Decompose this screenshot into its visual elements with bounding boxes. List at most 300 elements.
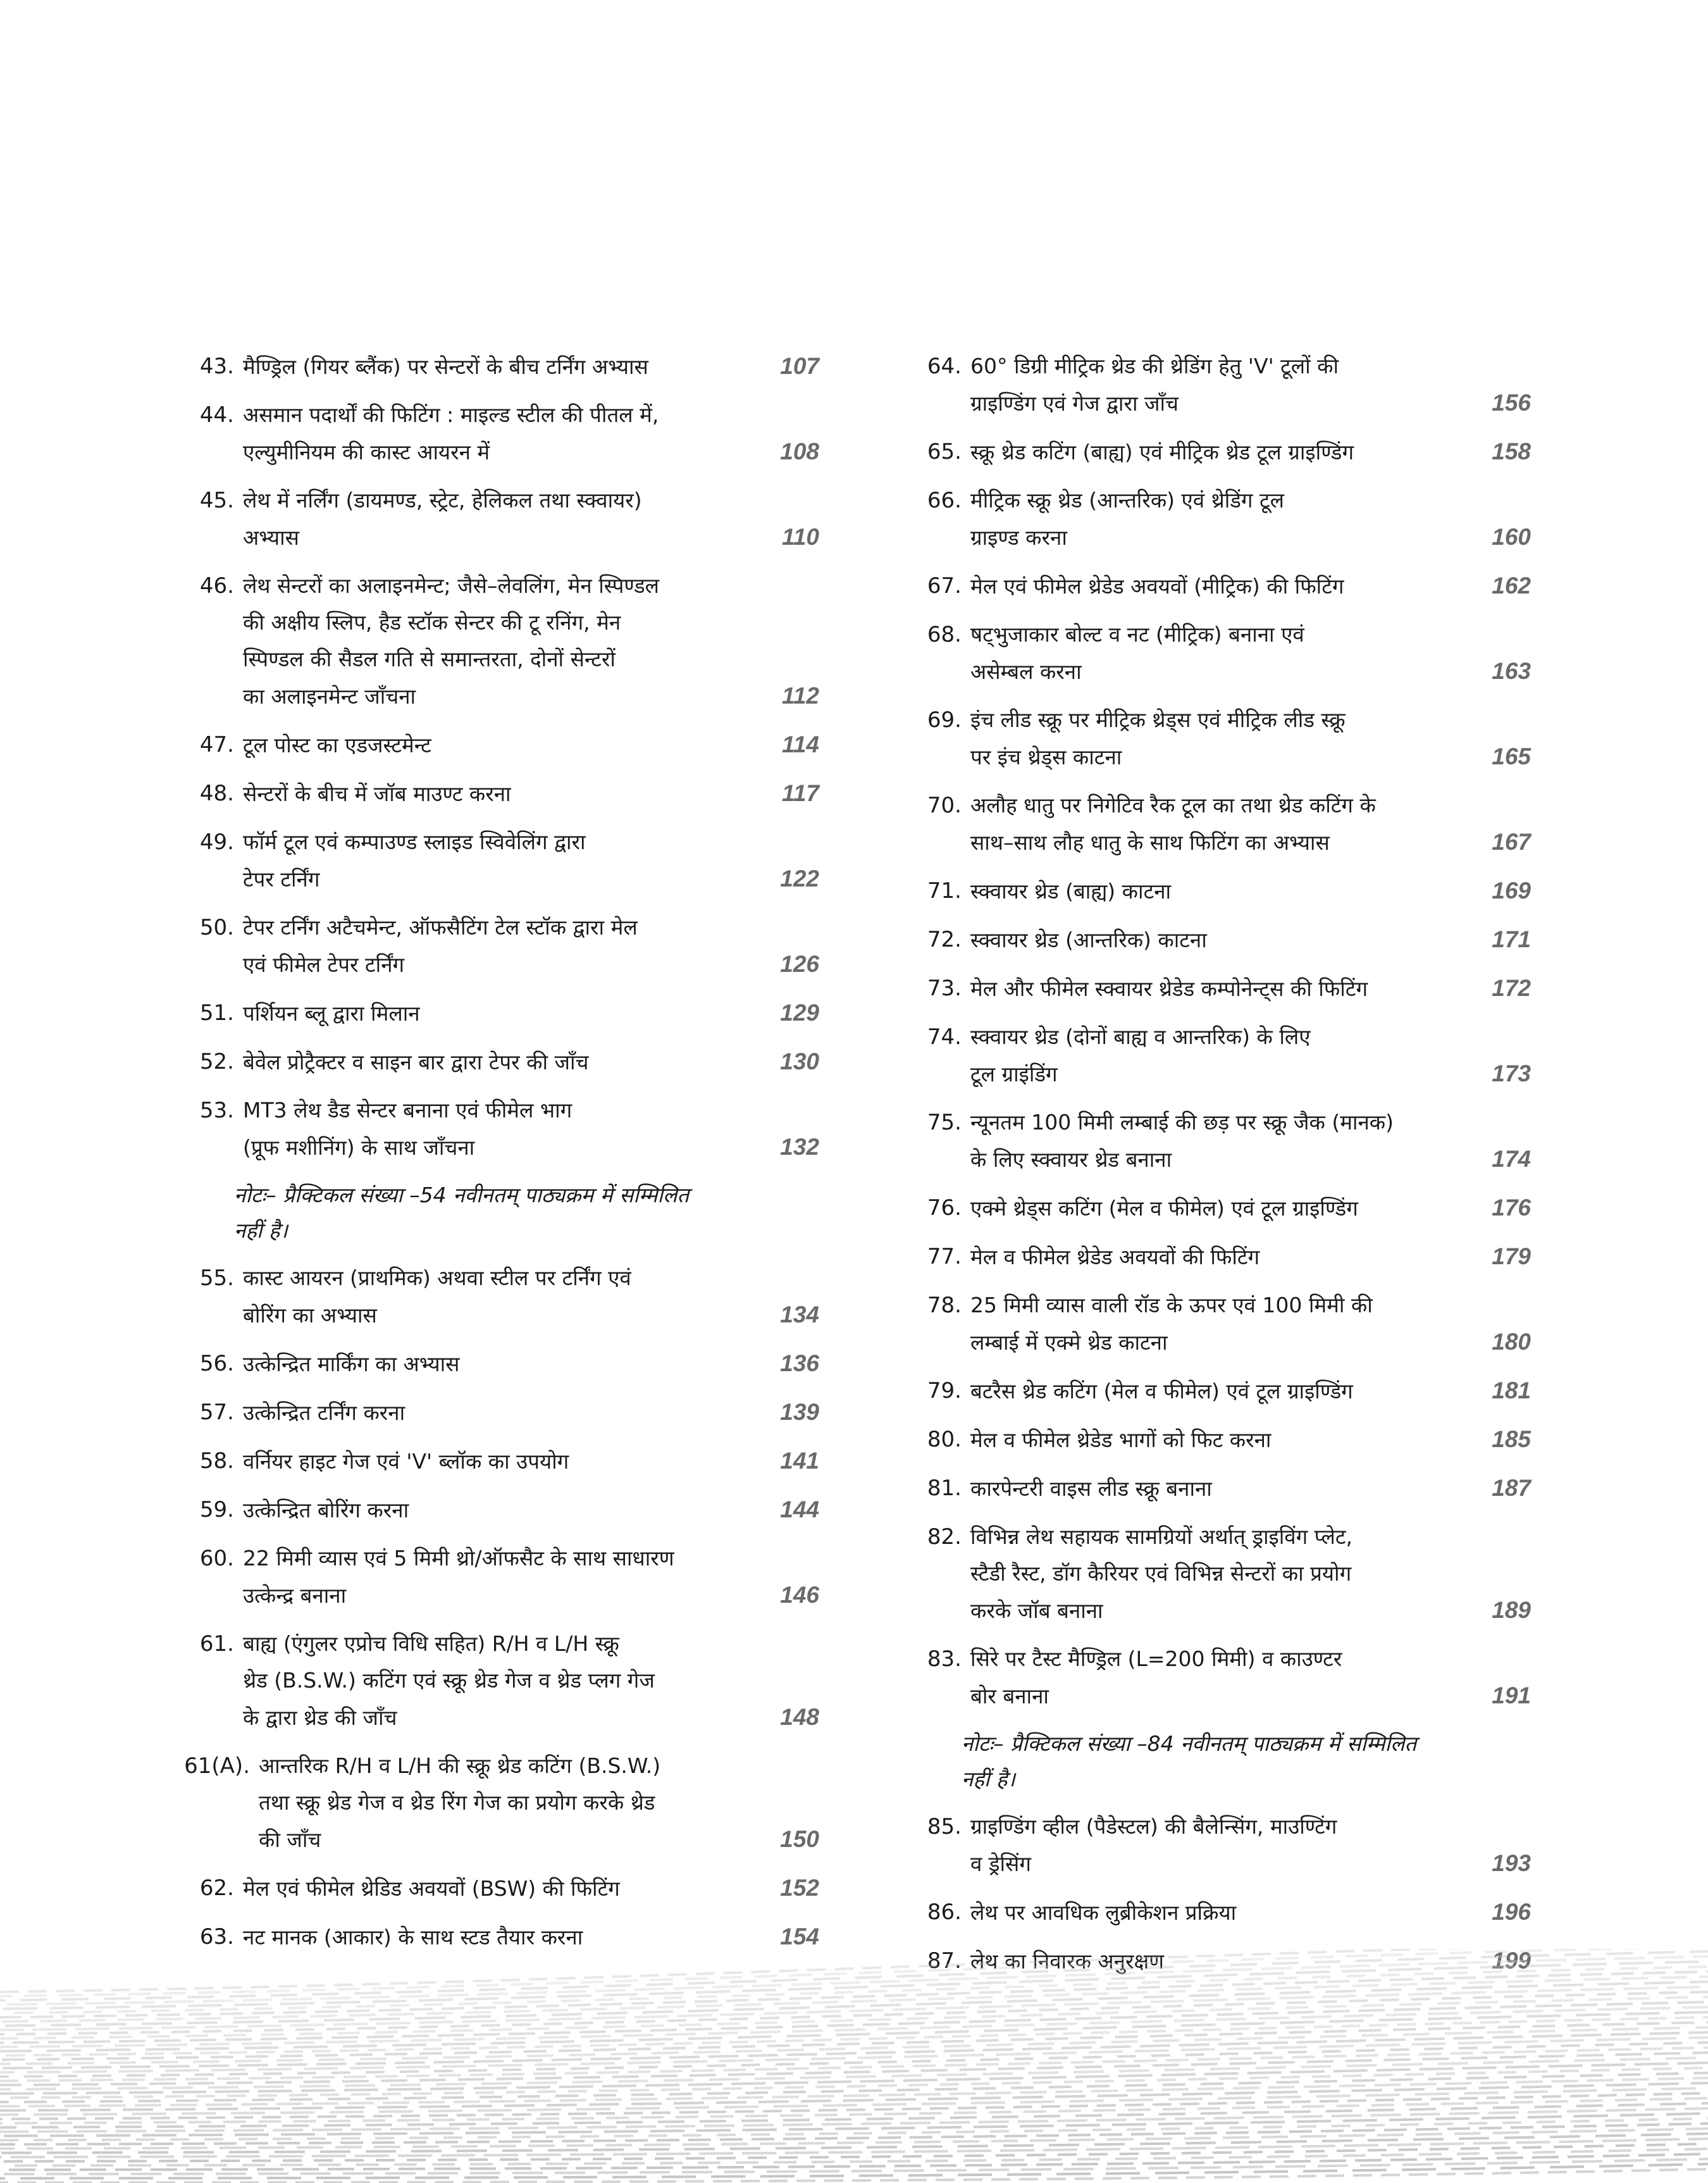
- entry-number: 58.: [199, 1448, 234, 1474]
- entry-line: [970, 1190, 1531, 1227]
- entry-body: [970, 873, 1531, 910]
- entry-line: [243, 946, 819, 983]
- entry-number: 59.: [199, 1497, 234, 1522]
- entry-title-line: लेथ में नर्लिंग (डायमण्ड, स्ट्रेट, हेलिकल तथा स्क्वायर): [243, 488, 642, 513]
- entry-body: [970, 1287, 1531, 1361]
- toc-entry: [886, 1894, 1531, 1931]
- entry-title-line: अभ्यास: [243, 525, 299, 550]
- toc-entry: [158, 1394, 819, 1431]
- entry-body: [243, 1260, 819, 1334]
- entry-title-line: आन्तरिक R/H व L/H की स्क्रू थ्रेड कटिंग (B.S.W.): [259, 1753, 661, 1778]
- entry-number: 73.: [927, 976, 962, 1001]
- entry-body: [243, 1540, 819, 1614]
- entry-line: [970, 1055, 1531, 1093]
- toc-entry: [158, 1092, 819, 1166]
- entry-number: 69.: [927, 707, 962, 733]
- toc-entry: [886, 482, 1531, 556]
- entry-title-line: असमान पदार्थों की फिटिंग : माइल्ड स्टील की पीतल में,: [243, 402, 659, 427]
- toc-column-left: [158, 348, 819, 1967]
- entry-line: [243, 1260, 819, 1297]
- entry-line: [970, 921, 1531, 959]
- entry-number: 83.: [927, 1646, 962, 1672]
- entry-number: 65.: [927, 439, 962, 464]
- entry-title-line: स्क्वायर थ्रेड (दोनों बाह्य व आन्तरिक) के लिए: [970, 1024, 1311, 1049]
- toc-entry: [886, 970, 1531, 1007]
- note-line: नहीं है।: [962, 1767, 1015, 1791]
- entry-title-line: MT3 लेथ डैड सेन्टर बनाना एवं फीमेल भाग: [243, 1098, 572, 1123]
- entry-title-line: टेपर टर्निंग: [243, 867, 320, 892]
- entry-body: [243, 348, 819, 385]
- entry-line: [970, 1019, 1531, 1055]
- entry-number: 66.: [927, 488, 962, 513]
- entry-line: [243, 1043, 819, 1081]
- entry-title-line: टूल पोस्ट का एडजस्टमेन्ट: [243, 733, 431, 757]
- entry-title-line: कारपेन्टरी वाइस लीड स्क्रू बनाना: [970, 1476, 1212, 1501]
- page-number: 181: [1492, 1378, 1531, 1403]
- entry-body: [243, 1443, 819, 1480]
- entry-body: [243, 568, 819, 715]
- entry-line: [259, 1748, 819, 1784]
- entry-line: [970, 1104, 1531, 1141]
- entry-line: [243, 1540, 819, 1577]
- entry-title-line: स्पिण्डल की सैडल गति से समान्तरता, दोनों सेन्टरों: [243, 647, 616, 671]
- entry-line: [243, 1626, 819, 1662]
- page-number: 156: [1492, 390, 1531, 416]
- toc-entry: [158, 568, 819, 715]
- entry-line: [243, 909, 819, 946]
- entry-title-line: मेल व फीमेल थ्रेडेड भागों को फिट करना: [970, 1427, 1272, 1452]
- entry-body: [243, 995, 819, 1032]
- toc-entry: [158, 1540, 819, 1614]
- entry-number: 70.: [927, 793, 962, 818]
- entry-title-line: की जाँच: [259, 1827, 321, 1852]
- page-number: 185: [1492, 1426, 1531, 1452]
- entry-title-line: टूल ग्राइंडिंग: [970, 1062, 1058, 1086]
- entry-title-line: उत्केन्द्रित मार्किंग का अभ्यास: [243, 1352, 460, 1376]
- entry-line: [970, 1641, 1531, 1677]
- page-number: 179: [1492, 1243, 1531, 1269]
- page-number: 187: [1492, 1475, 1531, 1501]
- entry-title-line: लेथ पर आवधिक लुब्रीकेशन प्रक्रिया: [970, 1900, 1237, 1925]
- page-number: 134: [780, 1302, 819, 1328]
- page-number: 193: [1492, 1850, 1531, 1876]
- toc-entry: [158, 995, 819, 1032]
- entry-line: [970, 1592, 1531, 1629]
- page-number: 139: [780, 1399, 819, 1425]
- stripe-line: [0, 2139, 1708, 2157]
- stripe-line: [0, 2027, 1708, 2064]
- entry-body: [243, 1043, 819, 1081]
- entry-title-line: स्टैडी रैस्ट, डॉग कैरियर एवं विभिन्न सेन्टरों का प्रयोग: [970, 1561, 1352, 1586]
- page-number: 114: [782, 731, 819, 757]
- entry-number: 45.: [199, 488, 234, 513]
- toc-entry: [886, 1287, 1531, 1361]
- page-number: 132: [780, 1134, 819, 1160]
- entry-number: 87.: [927, 1948, 962, 1974]
- toc-entry: [158, 1043, 819, 1081]
- entry-title-line: लेथ सेन्टरों का अलाइनमेन्ट; जैसे–लेवलिंग, मेन स्पिण्डल: [243, 573, 660, 598]
- entry-title-line: ग्राइण्ड करना: [970, 525, 1067, 550]
- toc-entry: [158, 1491, 819, 1529]
- entry-title-line: न्यूनतम 100 मिमी लम्बाई की छड़ पर स्क्रू जैक (मानक): [970, 1110, 1394, 1135]
- page-number: 117: [782, 780, 819, 806]
- entry-title-line: मेल एवं फीमेल थ्रेडिड अवयवों (BSW) की फिटिंग: [243, 1876, 620, 1901]
- entry-number: 49.: [199, 830, 234, 855]
- entry-line: [970, 482, 1531, 519]
- stripe-line: [0, 2078, 1708, 2106]
- entry-number: 61(A).: [184, 1753, 250, 1779]
- entry-body: [970, 1421, 1531, 1458]
- entry-number: 62.: [199, 1875, 234, 1901]
- page-number: 196: [1492, 1899, 1531, 1925]
- entry-number: 64.: [927, 354, 962, 379]
- entry-line: [243, 1443, 819, 1480]
- entry-title-line: विभिन्न लेथ सहायक सामग्रियों अर्थात् ड्राइविंग प्लेट,: [970, 1524, 1352, 1549]
- entry-line: [243, 568, 819, 604]
- page-number: 169: [1492, 878, 1531, 904]
- toc-note: [158, 1178, 819, 1248]
- entry-line: [243, 995, 819, 1032]
- page-number: 189: [1492, 1597, 1531, 1623]
- entry-number: 68.: [927, 622, 962, 647]
- entry-title-line: स्क्वायर थ्रेड (आन्तरिक) काटना: [970, 928, 1207, 952]
- entry-number: 75.: [927, 1110, 962, 1135]
- page-number: 148: [780, 1704, 819, 1730]
- page-number: 129: [780, 1000, 819, 1026]
- entry-title-line: इंच लीड स्क्रू पर मीट्रिक थ्रेड्स एवं मीट्रिक लीड स्क्रू: [970, 707, 1346, 732]
- toc-entry: [158, 1870, 819, 1907]
- entry-number: 57.: [199, 1400, 234, 1425]
- entry-line: [243, 1092, 819, 1129]
- entry-line: [243, 1662, 819, 1699]
- entry-number: 43.: [199, 354, 234, 379]
- page-number: 136: [780, 1350, 819, 1376]
- entry-number: 71.: [927, 878, 962, 904]
- toc-note: [886, 1726, 1531, 1797]
- entry-body: [970, 1238, 1531, 1276]
- toc-entry: [886, 873, 1531, 910]
- page-number: 122: [780, 866, 819, 892]
- entry-line: [243, 397, 819, 433]
- page-number: 160: [1492, 524, 1531, 550]
- entry-title-line: उत्केन्द्रित बोरिंग करना: [243, 1498, 409, 1522]
- entry-body: [243, 909, 819, 983]
- entry-body: [970, 921, 1531, 959]
- page-number: 144: [780, 1496, 819, 1522]
- entry-line: [970, 348, 1531, 385]
- entry-line: [970, 1238, 1531, 1276]
- page-number: 163: [1492, 658, 1531, 684]
- entry-title-line: एवं फीमेल टेपर टर्निंग: [243, 952, 405, 977]
- toc-entry: [158, 909, 819, 983]
- entry-line: [243, 1394, 819, 1431]
- entry-line: [243, 641, 819, 678]
- entry-number: 78.: [927, 1293, 962, 1318]
- entry-line: [243, 482, 819, 519]
- entry-body: [243, 482, 819, 556]
- toc-entry: [886, 1104, 1531, 1178]
- entry-body: [970, 616, 1531, 690]
- entry-title-line: मेल व फीमेल थ्रेडेड अवयवों की फिटिंग: [970, 1245, 1260, 1269]
- toc-entry: [158, 1345, 819, 1383]
- entry-body: [970, 1519, 1531, 1629]
- entry-number: 81.: [927, 1476, 962, 1501]
- entry-line: [970, 1845, 1531, 1882]
- page-number: 141: [780, 1448, 819, 1474]
- entry-number: 60.: [199, 1546, 234, 1571]
- entry-title-line: लम्बाई में एक्मे थ्रेड काटना: [970, 1330, 1168, 1355]
- entry-body: [970, 568, 1531, 605]
- entry-title-line: 25 मिमी व्यास वाली रॉड के ऊपर एवं 100 मिमी की: [970, 1293, 1373, 1317]
- entry-body: [243, 1491, 819, 1529]
- entry-number: 56.: [199, 1351, 234, 1376]
- entry-title-line: ग्राइण्डिंग एवं गेज द्वारा जाँच: [970, 391, 1179, 416]
- toc-entry: [158, 1748, 819, 1858]
- entry-body: [970, 970, 1531, 1007]
- toc-entry: [158, 1443, 819, 1480]
- page-number: 110: [782, 524, 819, 550]
- note-line: नोटः– प्रैक्टिकल संख्या –54 नवीनतम् पाठ्यक्रम में सम्मिलित: [234, 1183, 690, 1207]
- entry-line: [259, 1821, 819, 1858]
- entry-title-line: बेवेल प्रोट्रैक्टर व साइन बार द्वारा टेपर की जाँच: [243, 1050, 589, 1074]
- entry-body: [970, 1104, 1531, 1178]
- entry-line: [970, 1677, 1531, 1715]
- entry-title-line: सिरे पर टैस्ट मैण्ड्रिल (L=200 मिमी) व काउण्टर: [970, 1646, 1342, 1671]
- entry-line: [970, 1287, 1531, 1324]
- toc-entry: [886, 1019, 1531, 1093]
- entry-title-line: की अक्षीय स्लिप, हैड स्टॉक सेन्टर की टू रनिंग, मेन: [243, 610, 621, 635]
- entry-title-line: ग्राइण्डिंग व्हील (पैडेस्टल) की बैलेन्सिंग, माउण्टिंग: [970, 1814, 1337, 1839]
- entry-title-line: के द्वारा थ्रेड की जाँच: [243, 1705, 397, 1730]
- entry-line: [243, 519, 819, 556]
- entry-number: 86.: [927, 1900, 962, 1925]
- entry-line: [970, 385, 1531, 422]
- entry-line: [970, 1555, 1531, 1592]
- entry-title-line: के लिए स्क्वायर थ्रेड बनाना: [970, 1147, 1172, 1172]
- entry-body: [970, 433, 1531, 471]
- entry-line: [970, 1372, 1531, 1410]
- entry-body: [259, 1748, 819, 1858]
- entry-body: [243, 824, 819, 898]
- page-number: 150: [780, 1826, 819, 1852]
- stripe-line: [0, 1949, 1708, 1992]
- entry-number: 50.: [199, 915, 234, 940]
- entry-title-line: व ड्रेसिंग: [970, 1851, 1031, 1876]
- entry-body: [970, 482, 1531, 556]
- page-number: 180: [1492, 1329, 1531, 1355]
- entry-title-line: एल्युमीनियम की कास्ट आयरन में: [243, 440, 490, 464]
- entry-body: [243, 1626, 819, 1736]
- toc-entry: [158, 348, 819, 385]
- entry-title-line: बटरैस थ्रेड कटिंग (मेल व फीमेल) एवं टूल ग्राइण्डिंग: [970, 1379, 1353, 1403]
- page-number: 167: [1492, 829, 1531, 855]
- toc-entry: [886, 702, 1531, 776]
- toc-entry: [886, 1808, 1531, 1882]
- toc-entry: [886, 1190, 1531, 1227]
- page-number: 107: [780, 353, 819, 379]
- entry-body: [243, 775, 819, 812]
- toc-entry: [886, 787, 1531, 861]
- toc-entry: [158, 824, 819, 898]
- entry-body: [243, 1870, 819, 1907]
- entry-number: 51.: [199, 1000, 234, 1026]
- entry-title-line: लेथ का निवारक अनुरक्षण: [970, 1949, 1164, 1974]
- entry-number: 82.: [927, 1524, 962, 1550]
- toc-entry: [886, 1519, 1531, 1629]
- entry-line: [259, 1784, 819, 1821]
- entry-number: 77.: [927, 1244, 962, 1269]
- entry-body: [970, 1470, 1531, 1507]
- entry-title-line: का अलाइनमेन्ट जाँचना: [243, 684, 416, 709]
- page-number: 146: [780, 1582, 819, 1608]
- entry-number: 76.: [927, 1195, 962, 1221]
- entry-title-line: तथा स्क्रू थ्रेड गेज व थ्रेड रिंग गेज का प्रयोग करके थ्रेड: [259, 1790, 655, 1815]
- entry-body: [970, 1190, 1531, 1227]
- entry-title-line: बाह्य (एंगुलर एप्रोच विधि सहित) R/H व L/H स्क्रू: [243, 1631, 619, 1656]
- toc-column-right: [886, 348, 1531, 1991]
- entry-line: [970, 568, 1531, 605]
- entry-number: 79.: [927, 1378, 962, 1403]
- entry-body: [243, 726, 819, 764]
- page-number: 173: [1492, 1060, 1531, 1086]
- entry-title-line: मेल एवं फीमेल थ्रेडेड अवयवों (मीट्रिक) की फिटिंग: [970, 574, 1344, 599]
- entry-line: [970, 702, 1531, 738]
- note-line: नहीं है।: [234, 1218, 288, 1243]
- toc-entry: [886, 1641, 1531, 1715]
- entry-line: [970, 1324, 1531, 1361]
- entry-line: [970, 787, 1531, 824]
- toc-entry: [158, 726, 819, 764]
- entry-line: [970, 1808, 1531, 1845]
- page-number: 191: [1492, 1682, 1531, 1708]
- page-number: 158: [1492, 438, 1531, 464]
- page-number: 199: [1492, 1948, 1531, 1974]
- entry-line: [243, 1345, 819, 1383]
- entry-title-line: सेन्टरों के बीच में जॉब माउण्ट करना: [243, 781, 511, 806]
- entry-number: 67.: [927, 573, 962, 599]
- toc-entry: [886, 1372, 1531, 1410]
- page-number: 112: [782, 683, 819, 709]
- toc-entry: [886, 1421, 1531, 1458]
- entry-line: [243, 348, 819, 385]
- entry-line: [243, 678, 819, 715]
- entry-body: [970, 1894, 1531, 1931]
- entry-title-line: 22 मिमी व्यास एवं 5 मिमी थ्रो/ऑफसैट के साथ साधारण: [243, 1546, 674, 1570]
- entry-number: 52.: [199, 1049, 234, 1074]
- page-number: 176: [1492, 1195, 1531, 1221]
- entry-body: [243, 397, 819, 471]
- page-number: 126: [780, 951, 819, 977]
- entry-title-line: थ्रेड (B.S.W.) कटिंग एवं स्क्रू थ्रेड गेज व थ्रेड प्लग गेज: [243, 1668, 655, 1693]
- entry-title-line: 60° डिग्री मीट्रिक थ्रेड की थ्रेडिंग हेतु 'V' टूलों की: [970, 354, 1339, 378]
- entry-title-line: स्क्वायर थ्रेड (बाह्य) काटना: [970, 879, 1172, 904]
- entry-title-line: उत्केन्द्रित टर्निंग करना: [243, 1400, 405, 1425]
- entry-body: [243, 1092, 819, 1166]
- entry-title-line: साथ–साथ लौह धातु के साथ फिटिंग का अभ्यास: [970, 830, 1330, 855]
- entry-title-line: कास्ट आयरन (प्राथमिक) अथवा स्टील पर टर्निंग एवं: [243, 1266, 631, 1290]
- entry-title-line: टेपर टर्निंग अटैचमेन्ट, ऑफसैटिंग टेल स्टॉक द्वारा मेल: [243, 915, 638, 940]
- entry-title-line: वर्नियर हाइट गेज एवं 'V' ब्लॉक का उपयोग: [243, 1449, 569, 1474]
- entry-line: [243, 604, 819, 641]
- page-number: 165: [1492, 743, 1531, 769]
- entry-line: [970, 824, 1531, 861]
- entry-line: [970, 433, 1531, 471]
- page-number: 130: [780, 1048, 819, 1074]
- entry-number: 74.: [927, 1024, 962, 1050]
- toc-entry: [886, 568, 1531, 605]
- toc-entry: [886, 1470, 1531, 1507]
- entry-title-line: उत्केन्द्र बनाना: [243, 1583, 347, 1608]
- page-number: 162: [1492, 573, 1531, 599]
- entry-number: 44.: [199, 402, 234, 428]
- entry-line: [970, 873, 1531, 910]
- entry-line: [970, 519, 1531, 556]
- entry-title-line: स्क्रू थ्रेड कटिंग (बाह्य) एवं मीट्रिक थ्रेड टूल ग्राइण्डिंग: [970, 440, 1354, 464]
- toc-entry: [158, 1626, 819, 1736]
- entry-number: 63.: [199, 1924, 234, 1950]
- entry-line: [243, 433, 819, 471]
- entry-body: [243, 1394, 819, 1431]
- entry-number: 48.: [199, 781, 234, 806]
- entry-number: 85.: [927, 1814, 962, 1839]
- entry-body: [243, 1345, 819, 1383]
- page-number: 174: [1492, 1146, 1531, 1172]
- toc-entry: [886, 921, 1531, 959]
- entry-title-line: मेल और फीमेल स्क्वायर थ्रेडेड कम्पोनेन्ट्स की फिटिंग: [970, 976, 1368, 1001]
- entry-line: [970, 1519, 1531, 1555]
- toc-entry: [886, 616, 1531, 690]
- entry-number: 72.: [927, 927, 962, 952]
- entry-body: [970, 702, 1531, 776]
- toc-entry: [158, 1260, 819, 1334]
- entry-line: [243, 824, 819, 861]
- entry-title-line: बोर बनाना: [970, 1684, 1049, 1708]
- entry-body: [970, 1019, 1531, 1093]
- entry-title-line: मैण्ड्रिल (गियर ब्लैंक) पर सेन्टरों के बीच टर्निंग अभ्यास: [243, 354, 648, 379]
- entry-line: [243, 1699, 819, 1736]
- entry-title-line: (प्रूफ मशीनिंग) के साथ जाँचना: [243, 1135, 475, 1160]
- toc-entry: [886, 1238, 1531, 1276]
- page-number: 152: [780, 1875, 819, 1901]
- entry-number: 53.: [199, 1098, 234, 1123]
- entry-line: [970, 738, 1531, 776]
- toc-entry: [158, 775, 819, 812]
- entry-line: [970, 1470, 1531, 1507]
- decorative-stripe-pattern: [0, 1949, 1708, 2183]
- entry-line: [970, 1141, 1531, 1178]
- entry-line: [970, 653, 1531, 690]
- entry-number: 80.: [927, 1427, 962, 1452]
- entry-line: [970, 616, 1531, 653]
- entry-line: [970, 970, 1531, 1007]
- entry-number: 46.: [199, 573, 234, 599]
- note-line: नोटः– प्रैक्टिकल संख्या –84 नवीनतम् पाठ्यक्रम में सम्मिलित: [962, 1731, 1417, 1756]
- page-number: 154: [780, 1924, 819, 1950]
- entry-body: [970, 1372, 1531, 1410]
- entry-body: [970, 787, 1531, 861]
- entry-line: [243, 1870, 819, 1907]
- entry-line: [243, 1129, 819, 1166]
- entry-title-line: पर्शियन ब्लू द्वारा मिलान: [243, 1001, 420, 1026]
- page-number: 171: [1492, 926, 1531, 952]
- entry-line: [243, 1297, 819, 1334]
- entry-title-line: षट्भुजाकार बोल्ट व नट (मीट्रिक) बनाना एवं: [970, 622, 1304, 647]
- entry-title-line: बोरिंग का अभ्यास: [243, 1303, 377, 1328]
- entry-title-line: मीट्रिक स्क्रू थ्रेड (आन्तरिक) एवं थ्रेडिंग टूल: [970, 488, 1284, 513]
- toc-entry: [158, 482, 819, 556]
- entry-body: [970, 348, 1531, 422]
- entry-body: [970, 1808, 1531, 1882]
